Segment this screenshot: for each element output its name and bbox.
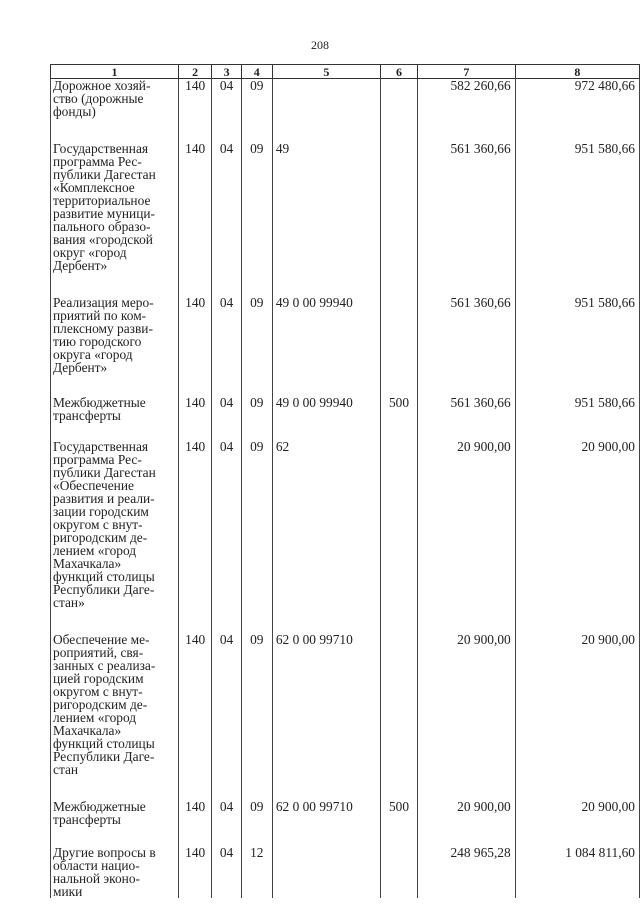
row-amount-year2: 20 900,00 [515, 440, 639, 609]
row-code-ministry: 140 [178, 296, 211, 374]
spacer-cell [51, 776, 179, 800]
spacer-cell [178, 422, 211, 440]
header-cell: 5 [272, 65, 380, 79]
header-cell: 1 [51, 65, 179, 79]
row-amount-year2: 20 900,00 [515, 633, 639, 776]
spacer-cell [212, 609, 241, 633]
row-name: Обеспечение ме- роприятий, свя- занных с реализа- цией городским округом с внут- ригородским де- лением «город Махачкала» функций столицы Республики Даге- стан [51, 633, 179, 776]
row-code-section: 04 [212, 296, 241, 374]
spacer-cell [418, 422, 516, 440]
row-code-section: 04 [212, 846, 241, 898]
row-spacer [51, 826, 640, 846]
row-amount-year2: 1 084 811,60 [515, 846, 639, 898]
row-spacer [51, 118, 640, 142]
row-target-article: 62 0 00 99710 [272, 800, 380, 826]
row-code-subsection: 09 [241, 142, 272, 272]
row-code-subsection: 09 [241, 800, 272, 826]
table-row [51, 800, 640, 826]
spacer-cell [272, 374, 380, 396]
spacer-cell [515, 272, 639, 296]
spacer-cell [515, 609, 639, 633]
row-name: Межбюджетные трансферты [51, 396, 179, 422]
row-target-article: 49 [272, 142, 380, 272]
row-spacer [51, 374, 640, 396]
row-code-subsection: 09 [241, 396, 272, 422]
table-row [51, 846, 640, 898]
table-row [51, 633, 640, 776]
row-amount-year1: 582 260,66 [418, 79, 516, 119]
row-code-ministry: 140 [178, 142, 211, 272]
spacer-cell [515, 826, 639, 846]
spacer-cell [515, 118, 639, 142]
row-code-subsection: 09 [241, 296, 272, 374]
row-code-ministry: 140 [178, 396, 211, 422]
spacer-cell [418, 118, 516, 142]
spacer-cell [380, 272, 417, 296]
spacer-cell [380, 118, 417, 142]
spacer-cell [178, 776, 211, 800]
spacer-cell [418, 374, 516, 396]
spacer-cell [418, 609, 516, 633]
row-amount-year1: 20 900,00 [418, 800, 516, 826]
spacer-cell [515, 374, 639, 396]
spacer-cell [272, 609, 380, 633]
table-row [51, 396, 640, 422]
row-name: Государственная программа Рес- публики Дагестан «Обеспечение развития и реали- зации городским округом с внут- ригородским де- лением «город Махачкала» функций столицы Республики Даге- стан» [51, 440, 179, 609]
spacer-cell [515, 422, 639, 440]
row-code-ministry: 140 [178, 800, 211, 826]
header-cell: 2 [178, 65, 211, 79]
row-target-article [272, 79, 380, 119]
row-target-article: 49 0 00 99940 [272, 296, 380, 374]
spacer-cell [418, 272, 516, 296]
row-amount-year1: 561 360,66 [418, 396, 516, 422]
header-cell: 4 [241, 65, 272, 79]
spacer-cell [51, 118, 179, 142]
row-code-section: 04 [212, 396, 241, 422]
row-amount-year2: 951 580,66 [515, 142, 639, 272]
row-amount-year1: 20 900,00 [418, 440, 516, 609]
spacer-cell [178, 272, 211, 296]
row-code-subsection: 09 [241, 440, 272, 609]
budget-table [50, 64, 640, 898]
row-code-section: 04 [212, 633, 241, 776]
row-expense-type [380, 633, 417, 776]
spacer-cell [418, 776, 516, 800]
row-code-ministry: 140 [178, 79, 211, 119]
spacer-cell [51, 422, 179, 440]
spacer-cell [418, 826, 516, 846]
row-name: Межбюджетные трансферты [51, 800, 179, 826]
row-expense-type: 500 [380, 800, 417, 826]
row-amount-year1: 561 360,66 [418, 142, 516, 272]
table-row [51, 296, 640, 374]
row-code-section: 04 [212, 800, 241, 826]
spacer-cell [51, 609, 179, 633]
row-spacer [51, 776, 640, 800]
spacer-cell [241, 422, 272, 440]
row-amount-year1: 248 965,28 [418, 846, 516, 898]
spacer-cell [272, 272, 380, 296]
table-row [51, 440, 640, 609]
row-name: Государственная программа Рес- публики Дагестан «Комплексное территориальное развитие муници- пального образо- вания «городской округ «город Дербент» [51, 142, 179, 272]
spacer-cell [241, 118, 272, 142]
row-expense-type: 500 [380, 396, 417, 422]
spacer-cell [212, 118, 241, 142]
spacer-cell [241, 272, 272, 296]
spacer-cell [178, 118, 211, 142]
header-cell: 6 [380, 65, 417, 79]
spacer-cell [241, 826, 272, 846]
row-spacer [51, 609, 640, 633]
spacer-cell [380, 776, 417, 800]
row-name: Дорожное хозяй- ство (дорожные фонды) [51, 79, 179, 119]
row-amount-year2: 951 580,66 [515, 396, 639, 422]
row-amount-year2: 972 480,66 [515, 79, 639, 119]
row-target-article: 62 [272, 440, 380, 609]
row-code-ministry: 140 [178, 846, 211, 898]
spacer-cell [51, 826, 179, 846]
row-amount-year1: 561 360,66 [418, 296, 516, 374]
row-expense-type [380, 142, 417, 272]
spacer-cell [178, 826, 211, 846]
row-target-article [272, 846, 380, 898]
spacer-cell [515, 776, 639, 800]
spacer-cell [241, 609, 272, 633]
row-amount-year1: 20 900,00 [418, 633, 516, 776]
row-code-section: 04 [212, 142, 241, 272]
row-target-article: 49 0 00 99940 [272, 396, 380, 422]
spacer-cell [380, 374, 417, 396]
row-target-article: 62 0 00 99710 [272, 633, 380, 776]
spacer-cell [212, 826, 241, 846]
row-expense-type [380, 296, 417, 374]
spacer-cell [178, 609, 211, 633]
row-expense-type [380, 79, 417, 119]
spacer-cell [51, 272, 179, 296]
row-code-ministry: 140 [178, 440, 211, 609]
row-name: Реализация меро- приятий по ком- плексному разви- тию городского округа «город Дербент» [51, 296, 179, 374]
spacer-cell [212, 272, 241, 296]
row-code-ministry: 140 [178, 633, 211, 776]
row-code-subsection: 12 [241, 846, 272, 898]
spacer-cell [272, 118, 380, 142]
row-amount-year2: 951 580,66 [515, 296, 639, 374]
spacer-cell [380, 609, 417, 633]
spacer-cell [212, 422, 241, 440]
table-header-row [51, 65, 640, 79]
row-spacer [51, 272, 640, 296]
spacer-cell [212, 374, 241, 396]
row-expense-type [380, 846, 417, 898]
table-row [51, 142, 640, 272]
header-cell: 8 [515, 65, 639, 79]
page-number: 208 [311, 38, 329, 52]
spacer-cell [241, 776, 272, 800]
spacer-cell [272, 776, 380, 800]
spacer-cell [380, 422, 417, 440]
spacer-cell [212, 776, 241, 800]
spacer-cell [178, 374, 211, 396]
header-cell: 7 [418, 65, 516, 79]
spacer-cell [380, 826, 417, 846]
row-amount-year2: 20 900,00 [515, 800, 639, 826]
header-cell: 3 [212, 65, 241, 79]
row-expense-type [380, 440, 417, 609]
spacer-cell [241, 374, 272, 396]
row-code-section: 04 [212, 79, 241, 119]
table-row [51, 79, 640, 119]
row-name: Другие вопросы в области нацио- нальной эконо- мики [51, 846, 179, 898]
spacer-cell [272, 826, 380, 846]
spacer-cell [51, 374, 179, 396]
row-code-subsection: 09 [241, 79, 272, 119]
row-code-subsection: 09 [241, 633, 272, 776]
spacer-cell [272, 422, 380, 440]
row-code-section: 04 [212, 440, 241, 609]
row-spacer [51, 422, 640, 440]
